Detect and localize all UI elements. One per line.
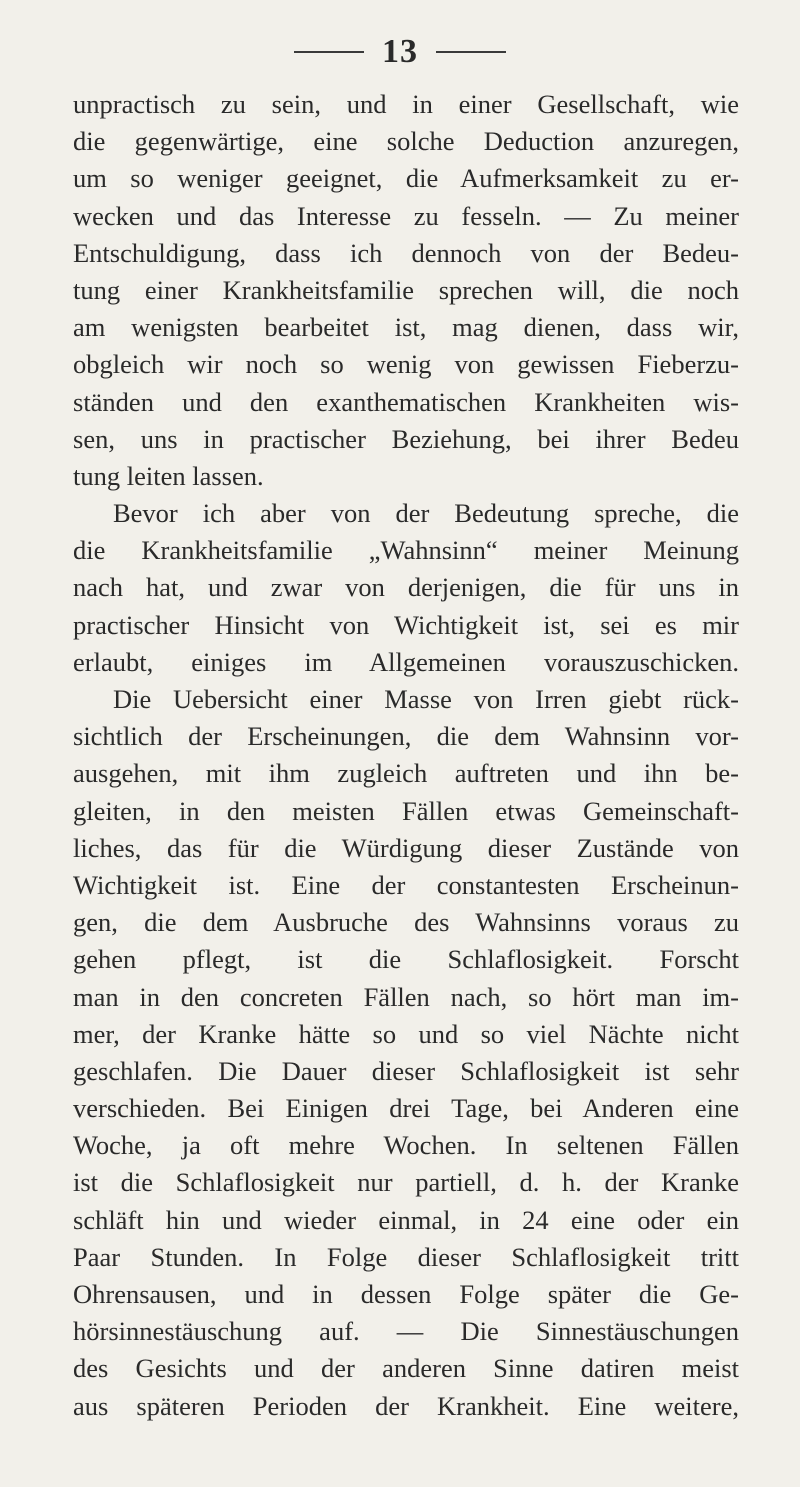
text-line: die Krankheitsfamilie „Wahnsinn“ meiner Meinung — [73, 535, 739, 566]
text-line: tung leiten lassen. — [73, 460, 264, 491]
text-line: gehen pflegt, ist die Schlaflosigkeit. Forscht — [73, 944, 739, 975]
text-line: ständen und den exanthematischen Krankheiten wis- — [73, 386, 739, 417]
text-line: die gegenwärtige, eine solche Deduction anzuregen, — [73, 126, 739, 157]
text-line: ist die Schlaflosigkeit nur partiell, d. h. der Kranke — [73, 1167, 739, 1198]
text-line: Paar Stunden. In Folge dieser Schlaflosigkeit tritt — [73, 1241, 739, 1272]
text-line: Wichtigkeit ist. Eine der constantesten Erscheinun- — [73, 869, 739, 900]
body-text — [73, 86, 739, 1425]
text-line: des Gesichts und der anderen Sinne datiren meist — [73, 1353, 739, 1384]
text-line: gleiten, in den meisten Fällen etwas Gemeinschaft- — [73, 795, 739, 826]
text-line: man in den concreten Fällen nach, so hört man im- — [73, 981, 739, 1012]
text-line: hörsinnestäuschung auf. — Die Sinnestäuschungen — [73, 1316, 739, 1347]
text-line: Entschuldigung, dass ich dennoch von der Bedeu- — [73, 237, 739, 268]
text-line: Ohrensausen, und in dessen Folge später die Ge- — [73, 1279, 739, 1309]
page-number: 13 — [382, 33, 418, 70]
text-line: nach hat, und zwar von derjenigen, die für uns in — [73, 572, 739, 603]
text-line: sen, uns in practischer Beziehung, bei ihrer Bedeu — [73, 423, 739, 454]
text-line: um so weniger geeignet, die Aufmerksamkeit zu er- — [73, 163, 739, 194]
text-line: obgleich wir noch so wenig von gewissen Fieberzu- — [73, 349, 739, 380]
text-line: verschieden. Bei Einigen drei Tage, bei Anderen eine — [73, 1093, 739, 1124]
text-line: geschlafen. Die Dauer dieser Schlaflosigkeit ist sehr — [73, 1055, 739, 1086]
text-line: gen, die dem Ausbruche des Wahnsinns voraus zu — [73, 907, 739, 938]
text-line: ausgehen, mit ihm zugleich auftreten und ihn be- — [73, 758, 739, 789]
header-rule-right — [436, 51, 506, 53]
text-line: Woche, ja oft mehre Wochen. In seltenen Fällen — [73, 1130, 739, 1161]
text-line: Bevor ich aber von der Bedeutung spreche, die — [113, 498, 739, 529]
text-line: am wenigsten bearbeitet ist, mag dienen, dass wir, — [73, 312, 739, 343]
text-line: practischer Hinsicht von Wichtigkeit ist, sei es mir — [73, 609, 739, 640]
text-line: liches, das für die Würdigung dieser Zustände von — [73, 832, 739, 863]
text-line: unpractisch zu sein, und in einer Gesellschaft, wie — [73, 89, 739, 119]
text-line: schläft hin und wieder einmal, in 24 eine oder ein — [73, 1204, 739, 1235]
text-line: wecken und das Interesse zu fesseln. — Zu meiner — [73, 200, 739, 231]
text-line: erlaubt, einiges im Allgemeinen vorauszuschicken. — [73, 646, 739, 677]
text-line: Die Uebersicht einer Masse von Irren giebt rück- — [113, 684, 739, 714]
page-header — [0, 30, 800, 74]
text-line: aus späteren Perioden der Krankheit. Eine weitere, — [73, 1390, 739, 1421]
header-rule-left — [294, 51, 364, 53]
text-line: tung einer Krankheitsfamilie sprechen will, die noch — [73, 274, 739, 305]
text-line: sichtlich der Erscheinungen, die dem Wahnsinn vor- — [73, 721, 739, 752]
text-line: mer, der Kranke hätte so und so viel Nächte nicht — [73, 1018, 739, 1049]
